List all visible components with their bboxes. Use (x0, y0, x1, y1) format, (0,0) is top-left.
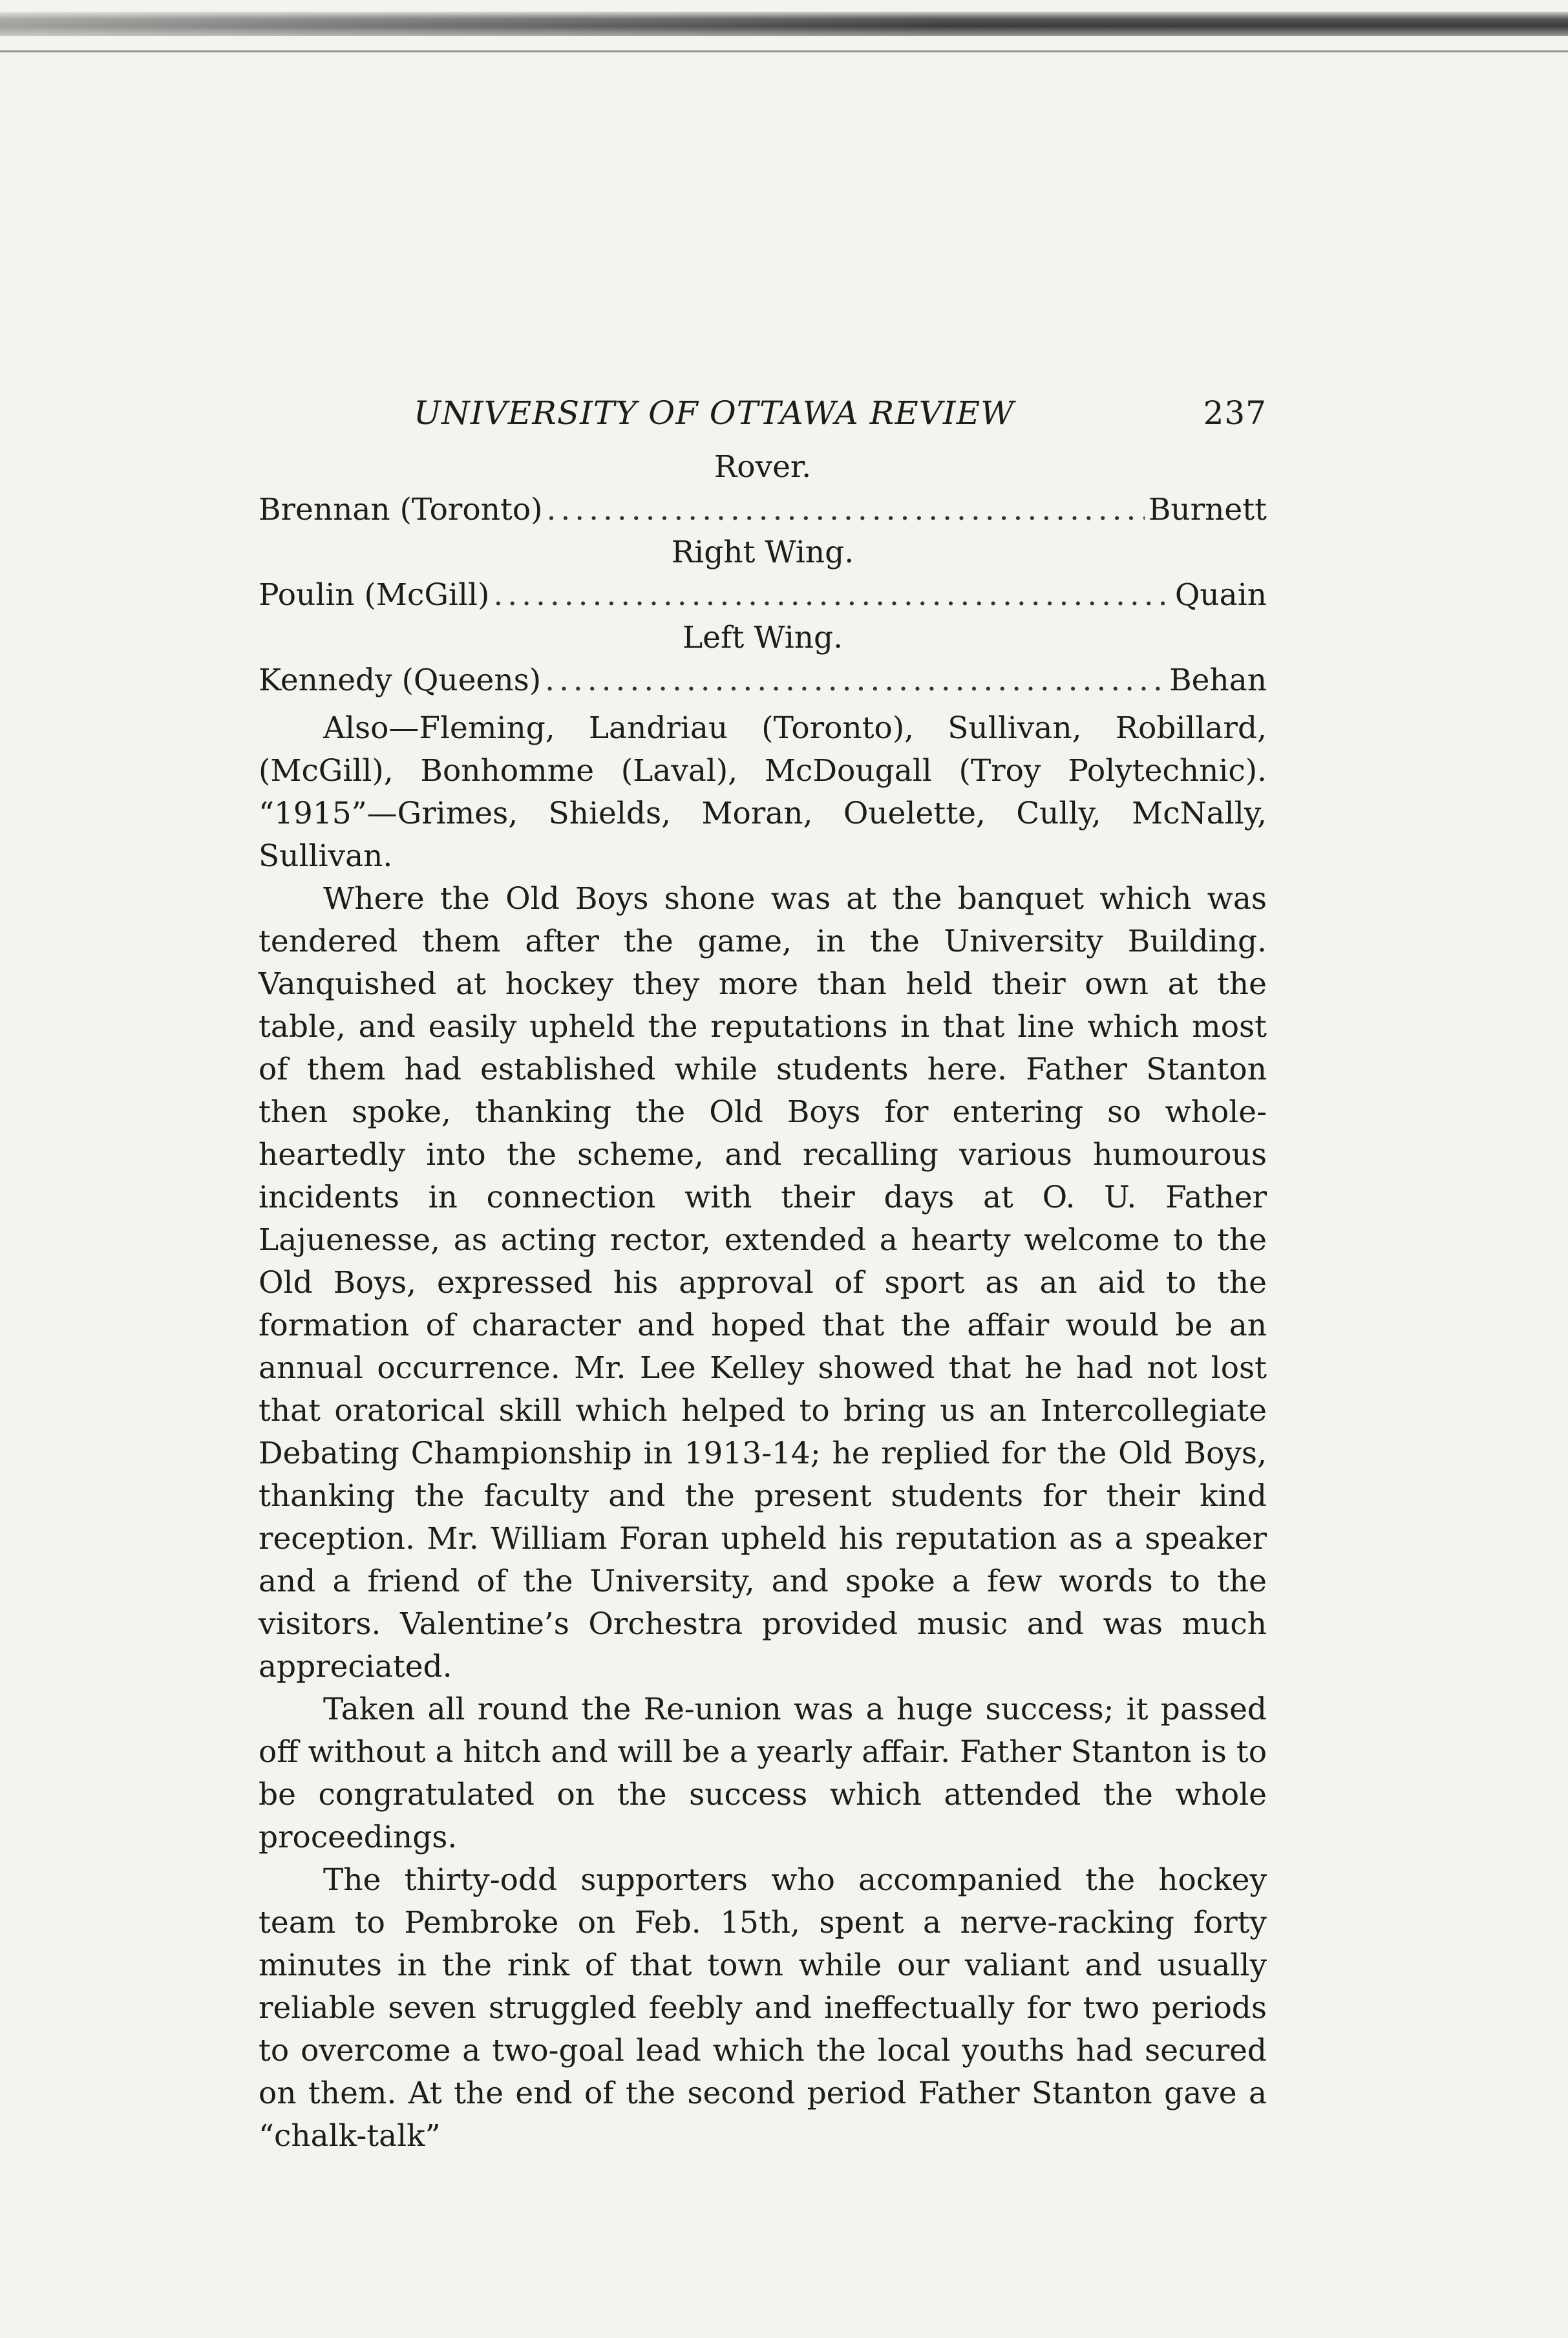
paragraph-also-played: Also—Fleming, Landriau (Toronto), Sullivan, Robillard, (McGill), Bonhomme (Laval), McDougall (Troy Polytechnic). “1915”—Grimes, Shields, Moran, Ouelette, Cully, McNally, Sullivan. (259, 710, 1267, 874)
running-header (259, 381, 1267, 440)
team-player: Burnett (1148, 492, 1267, 527)
position-heading: Left Wing. (682, 620, 843, 655)
page-body (259, 381, 1267, 2158)
article-text (259, 707, 1267, 2158)
paragraph-reunion: Taken all round the Re-union was a huge success; it passed off without a hitch and will be a yearly affair. Father Stanton is to be congratulated on the success which attended the whole proceedings. (259, 1692, 1267, 1855)
opponent-player: Kennedy (Queens) (259, 663, 542, 698)
opponent-player: Brennan (Toronto) (259, 492, 543, 527)
team-lineup (259, 446, 1267, 702)
lineup-row (259, 574, 1267, 617)
team-player: Quain (1174, 577, 1267, 613)
position-heading: Rover. (714, 449, 812, 485)
journal-title: UNIVERSITY OF OTTAWA REVIEW (414, 394, 1015, 432)
leader-dots (493, 574, 1171, 617)
lineup-row (259, 659, 1267, 702)
scan-thin-rule (0, 50, 1568, 52)
leader-dots (545, 659, 1165, 702)
lineup-entry (259, 531, 1267, 617)
team-player: Behan (1169, 663, 1267, 698)
opponent-player: Poulin (McGill) (259, 577, 490, 613)
lineup-entry (259, 446, 1267, 531)
position-heading: Right Wing. (671, 535, 854, 570)
lineup-row (259, 489, 1267, 531)
leader-dots (546, 489, 1144, 531)
paragraph-pembroke: The thirty-odd supporters who accompanied the hockey team to Pembroke on Feb. 15th, spent a nerve-racking forty minutes in the rink of that town while our valiant and usually reliable seven struggled feebly and ineffectually for two periods to overcome a two-goal lead which the local youths had secured on them. At the end of the second period Father Stanton gave a “chalk-talk” (259, 1862, 1267, 2154)
page-number: 237 (1203, 394, 1267, 432)
paragraph-banquet: Where the Old Boys shone was at the banquet which was tendered them after the game, in the University Building. Vanquished at hockey they more than held their own at the table, and easily upheld the reputations in that line which most of them had established while students here. Father Stanton then spoke, thanking the Old Boys for entering so whole-heartedly into the scheme, and recalling various humourous incidents in connection with their days at O. U. Father Lajuenesse, as acting rector, extended a hearty welcome to the Old Boys, expressed his approval of sport as an aid to the formation of character and hoped that the affair would be an annual occurrence. Mr. Lee Kelley showed that he had not lost that oratorical skill which helped to bring us an Intercollegiate Debating Championship in 1913-14; he replied for the Old Boys, thanking the faculty and the present students for their kind reception. Mr. William Foran upheld his reputation as a speaker and a friend of the University, and spoke a few words to the visitors. Valentine’s Orchestra provided music and was much appreciated. (259, 881, 1267, 1684)
scan-edge-fade (0, 12, 1568, 36)
lineup-entry (259, 617, 1267, 702)
